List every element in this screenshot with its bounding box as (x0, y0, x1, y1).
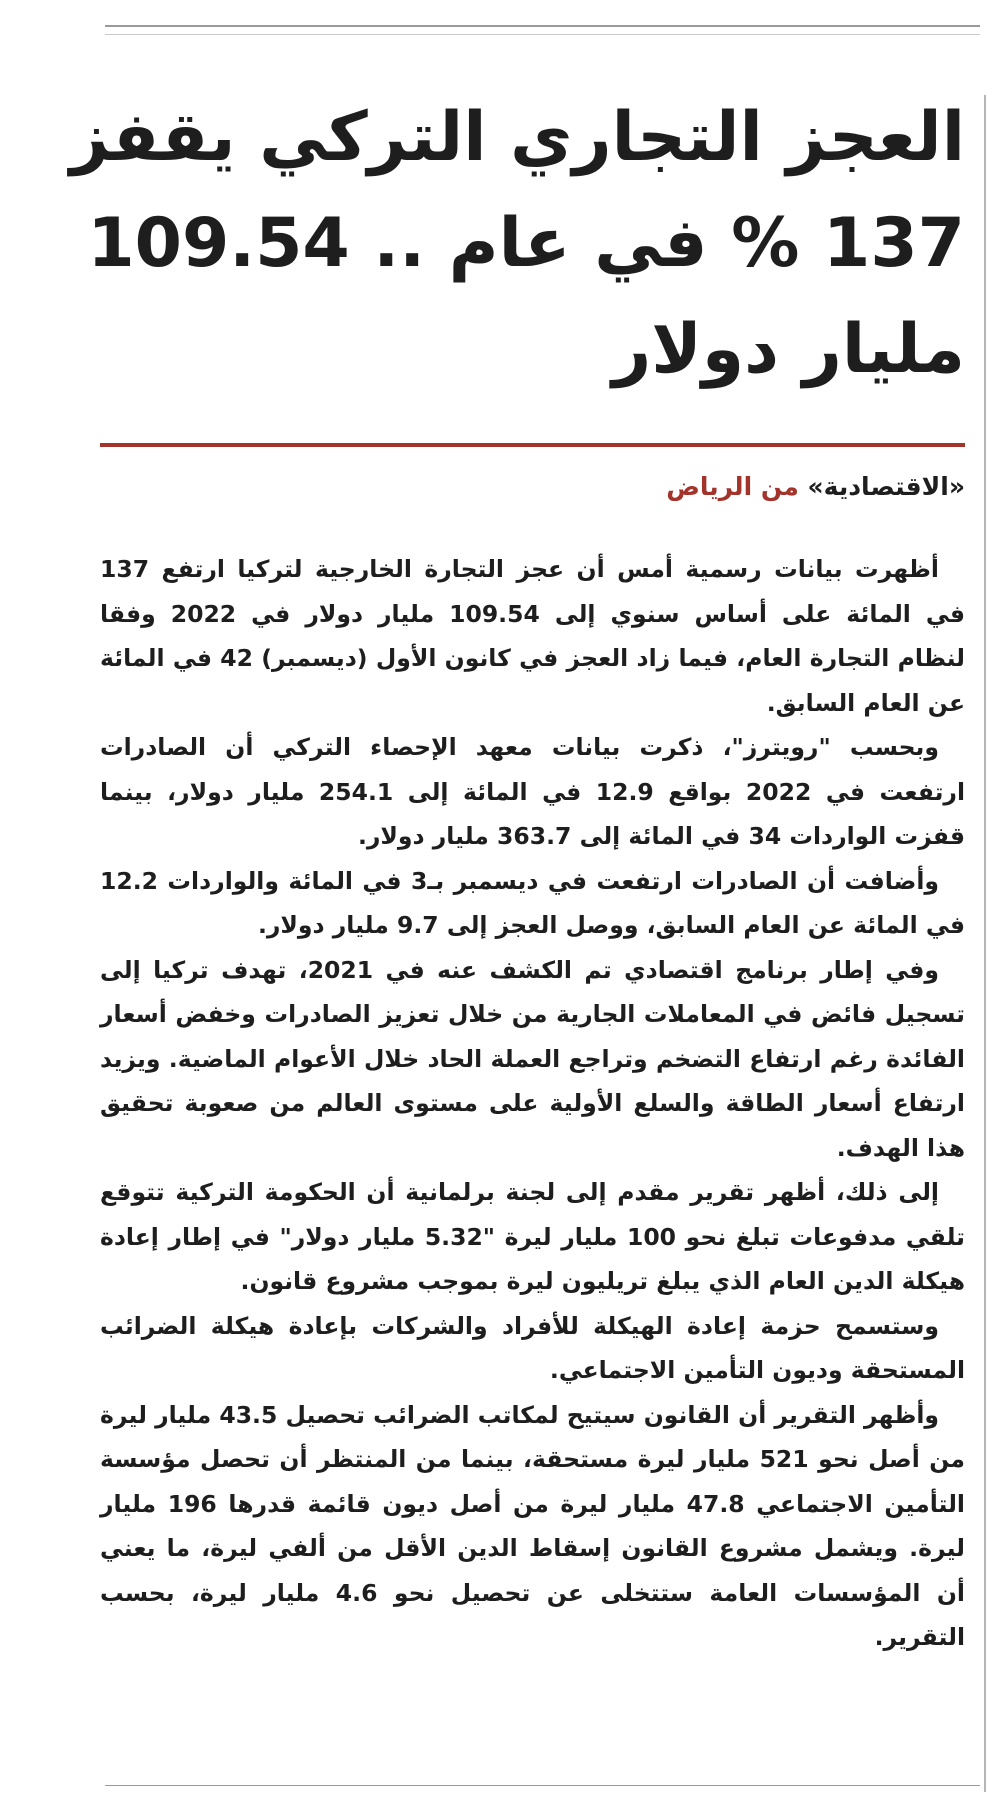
headline-line: مليار دولار (612, 310, 965, 389)
bottom-border-rule (105, 1785, 980, 1786)
body-paragraph: وبحسب "رويترز"، ذكرت بيانات معهد الإحصاء التركي أن الصادرات ارتفعت في 2022 بواقع 12.9 في المائة إلى 254.1 مليار دولار، بينما قفزت الواردات 34 في المائة إلى 363.7 مليار دولار. (100, 733, 966, 850)
top-border-rule-thin (105, 34, 980, 35)
body-paragraph: وستسمح حزمة إعادة الهيكلة للأفراد والشركات بإعادة هيكلة الضرائب المستحقة وديون التأمين الاجتماعي. (100, 1311, 965, 1384)
body-paragraph: وفي إطار برنامج اقتصادي تم الكشف عنه في 2021، تهدف تركيا إلى تسجيل فائض في المعاملات الجارية من خلال تعزيز الصادرات وخفض أسعار الفائدة رغم ارتفاع التضخم وتراجع العملة الحاد خلال الأعوام الماضية. ويزيد ارتفاع أسعار الطاقة والسلع الأولية على مستوى العالم من صعوبة تحقيق هذا الهدف. (100, 955, 965, 1162)
byline-source: «الاقتصادية» (807, 472, 965, 501)
article-headline (69, 85, 965, 403)
body-paragraph: وأضافت أن الصادرات ارتفعت في ديسمبر بـ3 في المائة والواردات 12.2 في المائة عن العام السابق، ووصل العجز إلى 9.7 مليار دولار. (100, 866, 965, 939)
body-paragraph: وأظهر التقرير أن القانون سيتيح لمكاتب الضرائب تحصيل 43.5 مليار ليرة من أصل نحو 521 مليار ليرة مستحقة، بينما من المنتظر أن تحصل مؤسسة التأمين الاجتماعي 47.8 مليار ليرة من أصل ديون قائمة قدرها 196 مليار ليرة. ويشمل مشروع القانون إسقاط الدين الأقل من ألفي ليرة، ما يعني أن المؤسسات العامة ستتخلى عن تحصيل نحو 4.6 مليار ليرة، بحسب التقرير. (99, 1400, 965, 1651)
news-article (69, 85, 966, 1660)
right-border-rule (984, 95, 986, 1792)
article-body (100, 547, 965, 1660)
headline-line: 137 % في عام .. 109.54 (87, 204, 965, 283)
byline-location: من الرياض (666, 472, 799, 501)
article-byline (100, 467, 965, 507)
headline-divider (100, 443, 965, 447)
body-paragraph: إلى ذلك، أظهر تقرير مقدم إلى لجنة برلمانية أن الحكومة التركية تتوقع تلقي مدفوعات تبلغ نحو 100 مليار ليرة "5.32 مليار دولار" في إطار إعادة هيكلة الدين العام الذي يبلغ تريليون ليرة بموجب مشروع قانون. (100, 1178, 965, 1295)
top-border-rule (105, 25, 980, 27)
headline-line: العجز التجاري التركي يقفز (69, 98, 965, 177)
body-paragraph: أظهرت بيانات رسمية أمس أن عجز التجارة الخارجية لتركيا ارتفع 137 في المائة على أساس سنوي إلى 109.54 مليار دولار في 2022 وفقا لنظام التجارة العام، فيما زاد العجز في كانون الأول (ديسمبر) 42 في المائة عن العام السابق. (100, 555, 966, 717)
